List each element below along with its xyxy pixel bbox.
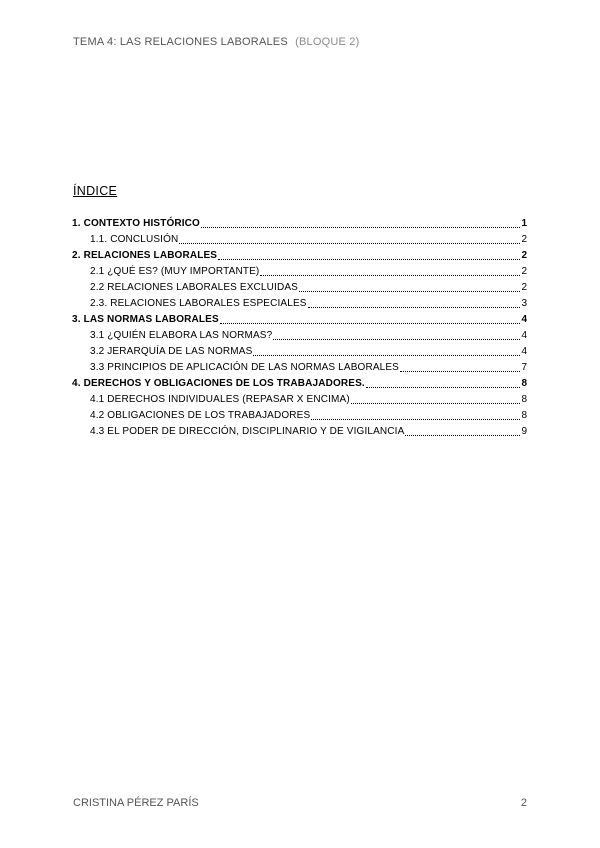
toc-dot-leader (405, 425, 520, 436)
toc-entry-title: 4.2 OBLIGACIONES DE LOS TRABAJADORES (90, 410, 311, 421)
header-subtitle: (BLOQUE 2) (295, 36, 360, 48)
toc-dot-leader (400, 361, 520, 372)
toc-section-link[interactable] (72, 248, 527, 264)
toc-entry-title: 4.1 DERECHOS INDIVIDUALES (REPASAR X ENCIMA) (90, 394, 350, 405)
toc-dot-leader (299, 281, 520, 292)
toc-entry-page: 4 (521, 314, 527, 325)
toc-entry-page: 2 (521, 250, 527, 261)
toc-entry-page: 2 (521, 234, 527, 245)
toc-subsection-link[interactable] (72, 408, 527, 424)
toc-dot-leader (220, 313, 520, 324)
toc-entry-page: 1 (521, 218, 527, 229)
toc-subsection-link[interactable] (72, 280, 527, 296)
page-footer (73, 797, 527, 809)
toc-subsection-link[interactable] (72, 264, 527, 280)
toc-entry-title: 4.3 EL PODER DE DIRECCIÓN, DISCIPLINARIO Y DE VIGILANCIA (90, 426, 405, 437)
toc-entry-title: 3.1 ¿QUIÉN ELABORA LAS NORMAS? (90, 330, 273, 341)
toc-entry-title: 2. RELACIONES LABORALES (72, 250, 218, 261)
table-of-contents (72, 216, 527, 440)
toc-entry-title: 1. CONTEXTO HISTÓRICO (72, 218, 200, 229)
toc-subsection-link[interactable] (72, 232, 527, 248)
toc-subsection-link[interactable] (72, 360, 527, 376)
toc-entry-page: 2 (521, 266, 527, 277)
toc-dot-leader (351, 393, 520, 404)
header-title: TEMA 4: LAS RELACIONES LABORALES (73, 36, 288, 48)
toc-dot-leader (179, 233, 520, 244)
toc-entry-page: 9 (521, 426, 527, 437)
index-heading: ÍNDICE (73, 184, 118, 198)
toc-entry-title: 4. DERECHOS Y OBLIGACIONES DE LOS TRABAJADORES. (72, 378, 365, 389)
toc-dot-leader (201, 217, 520, 228)
toc-entry-page: 7 (521, 362, 527, 373)
toc-entry-title: 2.1 ¿QUÉ ES? (MUY IMPORTANTE) (90, 266, 260, 277)
toc-section-link[interactable] (72, 376, 527, 392)
toc-entry-page: 8 (521, 378, 527, 389)
toc-dot-leader (273, 329, 520, 340)
toc-dot-leader (260, 265, 520, 276)
toc-entry-page: 3 (521, 298, 527, 309)
toc-subsection-link[interactable] (72, 424, 527, 440)
toc-dot-leader (366, 377, 520, 388)
toc-subsection-link[interactable] (72, 328, 527, 344)
footer-page-number: 2 (520, 797, 527, 809)
toc-entry-title: 3.2 JERARQUÍA DE LAS NORMAS (90, 346, 253, 357)
page-header (73, 36, 360, 48)
footer-author: CRISTINA PÉREZ PARÍS (73, 797, 199, 809)
toc-entry-title: 2.3. RELACIONES LABORALES ESPECIALES (90, 298, 307, 309)
toc-dot-leader (218, 249, 520, 260)
toc-entry-page: 8 (521, 410, 527, 421)
toc-section-link[interactable] (72, 312, 527, 328)
toc-section-link[interactable] (72, 216, 527, 232)
toc-dot-leader (253, 345, 520, 356)
toc-entry-page: 2 (521, 282, 527, 293)
toc-dot-leader (308, 297, 520, 308)
toc-entry-title: 1.1. CONCLUSIÓN (90, 234, 179, 245)
toc-entry-title: 3. LAS NORMAS LABORALES (72, 314, 219, 325)
toc-subsection-link[interactable] (72, 296, 527, 312)
toc-dot-leader (311, 409, 520, 420)
toc-entry-page: 4 (521, 346, 527, 357)
toc-subsection-link[interactable] (72, 392, 527, 408)
toc-entry-page: 8 (521, 394, 527, 405)
toc-entry-title: 2.2 RELACIONES LABORALES EXCLUIDAS (90, 282, 298, 293)
toc-entry-title: 3.3 PRINCIPIOS DE APLICACIÓN DE LAS NORMAS LABORALES (90, 362, 400, 373)
toc-entry-page: 4 (521, 330, 527, 341)
toc-subsection-link[interactable] (72, 344, 527, 360)
